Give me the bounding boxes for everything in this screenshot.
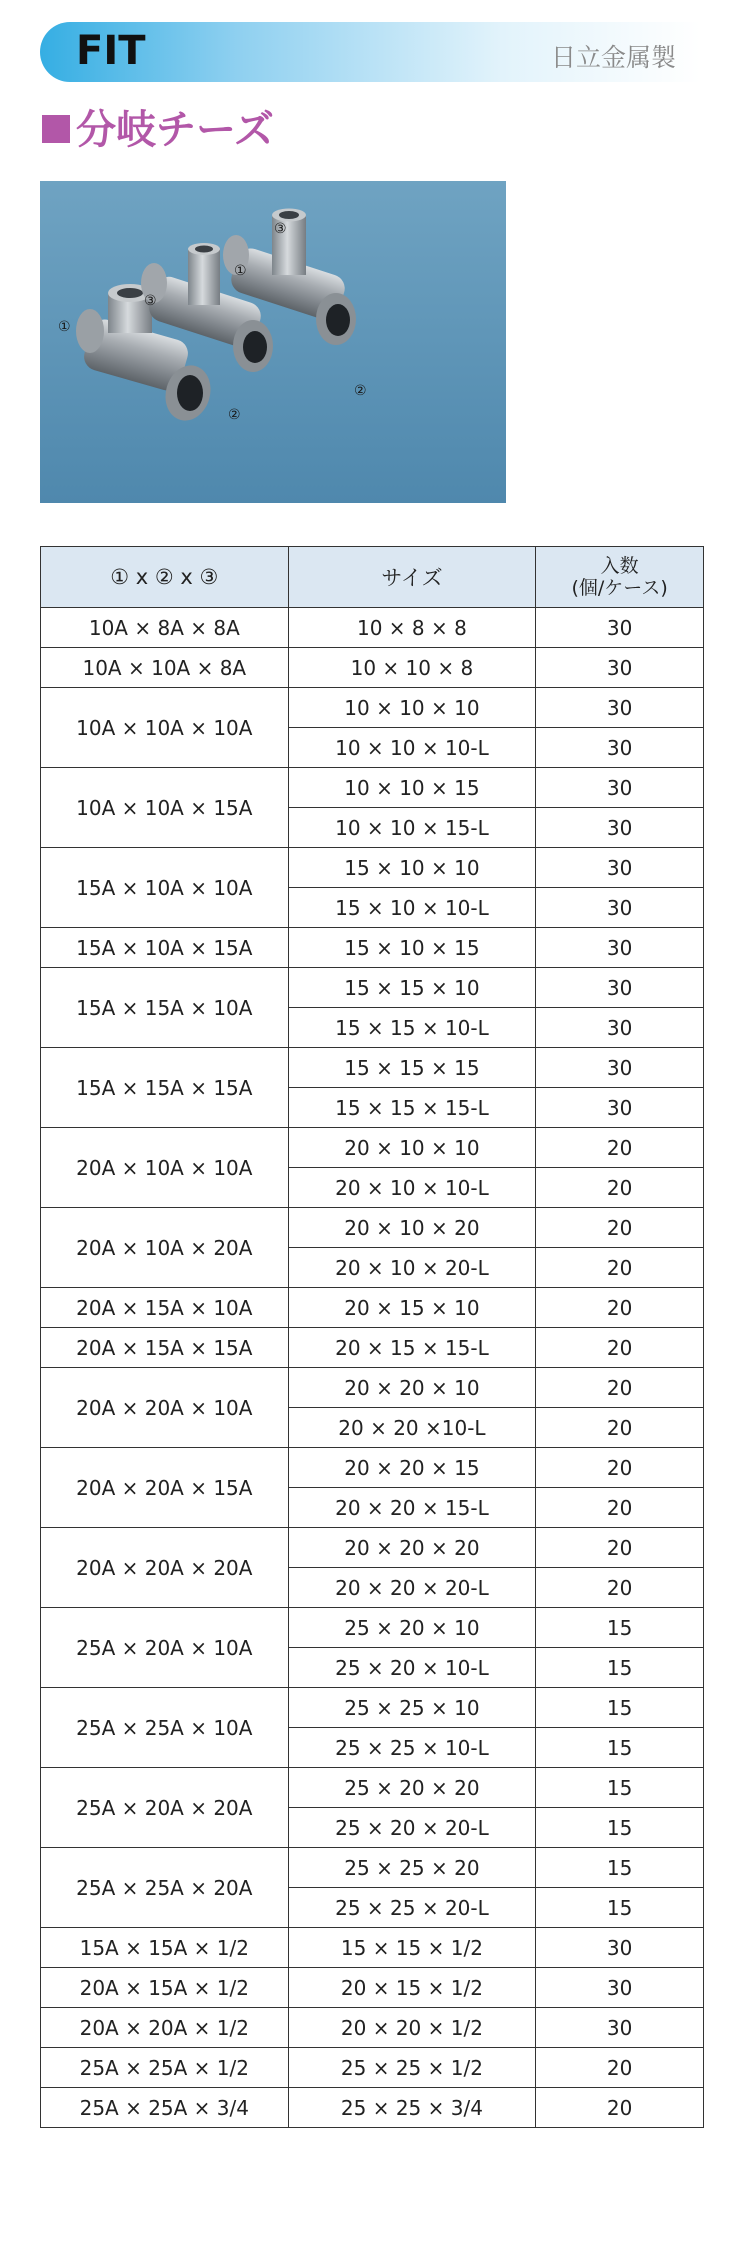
photo-label-1-right: ① bbox=[234, 263, 247, 279]
quantity-cell: 30 bbox=[536, 688, 704, 728]
quantity-cell: 15 bbox=[536, 1608, 704, 1648]
quantity-cell: 20 bbox=[536, 1408, 704, 1448]
ports-cell: 20A × 15A × 10A bbox=[41, 1288, 289, 1328]
size-cell: 25 × 25 × 10-L bbox=[288, 1728, 536, 1768]
spec-table bbox=[40, 546, 704, 2128]
size-cell: 10 × 10 × 15 bbox=[288, 768, 536, 808]
quantity-cell: 20 bbox=[536, 1128, 704, 1168]
quantity-cell: 20 bbox=[536, 2088, 704, 2128]
quantity-cell: 20 bbox=[536, 1208, 704, 1248]
header-size: サイズ bbox=[288, 547, 536, 608]
quantity-cell: 30 bbox=[536, 1008, 704, 1048]
ports-cell: 20A × 15A × 1/2 bbox=[41, 1968, 289, 2008]
size-cell: 20 × 20 × 1/2 bbox=[288, 2008, 536, 2048]
ports-cell: 20A × 20A × 15A bbox=[41, 1448, 289, 1528]
ports-cell: 10A × 10A × 10A bbox=[41, 688, 289, 768]
quantity-cell: 30 bbox=[536, 1928, 704, 1968]
table-row bbox=[41, 848, 704, 888]
quantity-cell: 30 bbox=[536, 848, 704, 888]
size-cell: 20 × 10 × 10-L bbox=[288, 1168, 536, 1208]
size-cell: 20 × 20 × 20 bbox=[288, 1528, 536, 1568]
size-cell: 10 × 10 × 8 bbox=[288, 648, 536, 688]
size-cell: 20 × 20 × 10 bbox=[288, 1368, 536, 1408]
ports-cell: 20A × 20A × 10A bbox=[41, 1368, 289, 1448]
table-row bbox=[41, 1848, 704, 1888]
table-row bbox=[41, 2008, 704, 2048]
size-cell: 20 × 20 × 15-L bbox=[288, 1488, 536, 1528]
size-cell: 15 × 10 × 10 bbox=[288, 848, 536, 888]
ports-cell: 10A × 10A × 15A bbox=[41, 768, 289, 848]
header-quantity-line1: 入数 bbox=[600, 555, 639, 577]
table-row bbox=[41, 2048, 704, 2088]
manufacturer-label: 日立金属製 bbox=[550, 43, 676, 72]
table-row bbox=[41, 1688, 704, 1728]
ports-cell: 25A × 25A × 20A bbox=[41, 1848, 289, 1928]
quantity-cell: 30 bbox=[536, 2008, 704, 2048]
size-cell: 15 × 15 × 1/2 bbox=[288, 1928, 536, 1968]
quantity-cell: 20 bbox=[536, 1528, 704, 1568]
quantity-cell: 30 bbox=[536, 968, 704, 1008]
size-cell: 15 × 10 × 10-L bbox=[288, 888, 536, 928]
table-row bbox=[41, 608, 704, 648]
table-row bbox=[41, 2088, 704, 2128]
quantity-cell: 30 bbox=[536, 608, 704, 648]
photo-label-2-left: ② bbox=[228, 407, 241, 423]
ports-cell: 10A × 8A × 8A bbox=[41, 608, 289, 648]
photo-label-3-left: ③ bbox=[144, 293, 157, 309]
quantity-cell: 30 bbox=[536, 928, 704, 968]
size-cell: 25 × 20 × 10-L bbox=[288, 1648, 536, 1688]
quantity-cell: 20 bbox=[536, 1328, 704, 1368]
size-cell: 20 × 20 × 20-L bbox=[288, 1568, 536, 1608]
size-cell: 25 × 20 × 20 bbox=[288, 1768, 536, 1808]
brand-name: FIT bbox=[76, 28, 146, 74]
ports-cell: 20A × 20A × 1/2 bbox=[41, 2008, 289, 2048]
size-cell: 15 × 15 × 10-L bbox=[288, 1008, 536, 1048]
size-cell: 25 × 25 × 10 bbox=[288, 1688, 536, 1728]
table-row bbox=[41, 1768, 704, 1808]
quantity-cell: 15 bbox=[536, 1728, 704, 1768]
quantity-cell: 30 bbox=[536, 768, 704, 808]
size-cell: 20 × 15 × 10 bbox=[288, 1288, 536, 1328]
quantity-cell: 15 bbox=[536, 1648, 704, 1688]
quantity-cell: 20 bbox=[536, 1568, 704, 1608]
section-title bbox=[42, 98, 274, 155]
ports-cell: 15A × 15A × 1/2 bbox=[41, 1928, 289, 1968]
size-cell: 15 × 15 × 10 bbox=[288, 968, 536, 1008]
photo-label-3-right: ③ bbox=[274, 221, 287, 237]
photo-label-2-right: ② bbox=[354, 383, 367, 399]
ports-cell: 15A × 10A × 10A bbox=[41, 848, 289, 928]
size-cell: 20 × 20 × 15 bbox=[288, 1448, 536, 1488]
size-cell: 20 × 10 × 20-L bbox=[288, 1248, 536, 1288]
ports-cell: 20A × 15A × 15A bbox=[41, 1328, 289, 1368]
square-bullet-icon bbox=[42, 115, 70, 143]
header-quantity-line2: (個/ケース) bbox=[571, 577, 668, 599]
quantity-cell: 30 bbox=[536, 728, 704, 768]
quantity-cell: 30 bbox=[536, 808, 704, 848]
size-cell: 25 × 20 × 20-L bbox=[288, 1808, 536, 1848]
size-cell: 25 × 25 × 20 bbox=[288, 1848, 536, 1888]
table-row bbox=[41, 1608, 704, 1648]
ports-cell: 20A × 20A × 20A bbox=[41, 1528, 289, 1608]
quantity-cell: 20 bbox=[536, 1248, 704, 1288]
ports-cell: 20A × 10A × 20A bbox=[41, 1208, 289, 1288]
header-banner bbox=[40, 22, 700, 82]
quantity-cell: 30 bbox=[536, 648, 704, 688]
quantity-cell: 20 bbox=[536, 1168, 704, 1208]
quantity-cell: 20 bbox=[536, 1288, 704, 1328]
table-row bbox=[41, 928, 704, 968]
quantity-cell: 15 bbox=[536, 1888, 704, 1928]
table-row bbox=[41, 648, 704, 688]
header-ports: ① x ② x ③ bbox=[41, 547, 289, 608]
ports-cell: 15A × 15A × 10A bbox=[41, 968, 289, 1048]
table-row bbox=[41, 1208, 704, 1248]
size-cell: 10 × 10 × 15-L bbox=[288, 808, 536, 848]
quantity-cell: 15 bbox=[536, 1688, 704, 1728]
size-cell: 25 × 25 × 1/2 bbox=[288, 2048, 536, 2088]
table-row bbox=[41, 1368, 704, 1408]
quantity-cell: 30 bbox=[536, 1088, 704, 1128]
header-quantity bbox=[536, 547, 704, 608]
ports-cell: 25A × 20A × 20A bbox=[41, 1768, 289, 1848]
size-cell: 10 × 8 × 8 bbox=[288, 608, 536, 648]
size-cell: 15 × 15 × 15 bbox=[288, 1048, 536, 1088]
table-row bbox=[41, 1328, 704, 1368]
ports-cell: 25A × 25A × 10A bbox=[41, 1688, 289, 1768]
size-cell: 10 × 10 × 10-L bbox=[288, 728, 536, 768]
size-cell: 25 × 20 × 10 bbox=[288, 1608, 536, 1648]
size-cell: 15 × 15 × 15-L bbox=[288, 1088, 536, 1128]
table-row bbox=[41, 768, 704, 808]
size-cell: 20 × 15 × 1/2 bbox=[288, 1968, 536, 2008]
size-cell: 10 × 10 × 10 bbox=[288, 688, 536, 728]
product-photo bbox=[40, 181, 506, 503]
quantity-cell: 20 bbox=[536, 1448, 704, 1488]
size-cell: 20 × 10 × 20 bbox=[288, 1208, 536, 1248]
size-cell: 20 × 15 × 15-L bbox=[288, 1328, 536, 1368]
quantity-cell: 30 bbox=[536, 1048, 704, 1088]
quantity-cell: 20 bbox=[536, 2048, 704, 2088]
quantity-cell: 30 bbox=[536, 888, 704, 928]
ports-cell: 15A × 10A × 15A bbox=[41, 928, 289, 968]
table-row bbox=[41, 1968, 704, 2008]
table-body bbox=[41, 608, 704, 2128]
ports-cell: 15A × 15A × 15A bbox=[41, 1048, 289, 1128]
size-cell: 25 × 25 × 3/4 bbox=[288, 2088, 536, 2128]
size-cell: 20 × 10 × 10 bbox=[288, 1128, 536, 1168]
table-row bbox=[41, 1288, 704, 1328]
photo-label-1-left: ① bbox=[58, 319, 71, 335]
quantity-cell: 15 bbox=[536, 1768, 704, 1808]
table-row bbox=[41, 1928, 704, 1968]
ports-cell: 25A × 20A × 10A bbox=[41, 1608, 289, 1688]
table-row bbox=[41, 1128, 704, 1168]
quantity-cell: 20 bbox=[536, 1488, 704, 1528]
table-row bbox=[41, 1448, 704, 1488]
size-cell: 25 × 25 × 20-L bbox=[288, 1888, 536, 1928]
ports-cell: 20A × 10A × 10A bbox=[41, 1128, 289, 1208]
quantity-cell: 30 bbox=[536, 1968, 704, 2008]
table-row bbox=[41, 1048, 704, 1088]
table-row bbox=[41, 968, 704, 1008]
size-cell: 15 × 10 × 15 bbox=[288, 928, 536, 968]
quantity-cell: 15 bbox=[536, 1848, 704, 1888]
quantity-cell: 15 bbox=[536, 1808, 704, 1848]
table-row bbox=[41, 688, 704, 728]
quantity-cell: 20 bbox=[536, 1368, 704, 1408]
ports-cell: 25A × 25A × 3/4 bbox=[41, 2088, 289, 2128]
ports-cell: 10A × 10A × 8A bbox=[41, 648, 289, 688]
size-cell: 20 × 20 ×10-L bbox=[288, 1408, 536, 1448]
section-title-text: 分岐チーズ bbox=[76, 107, 274, 153]
table-header-row bbox=[41, 547, 704, 608]
table-row bbox=[41, 1528, 704, 1568]
ports-cell: 25A × 25A × 1/2 bbox=[41, 2048, 289, 2088]
